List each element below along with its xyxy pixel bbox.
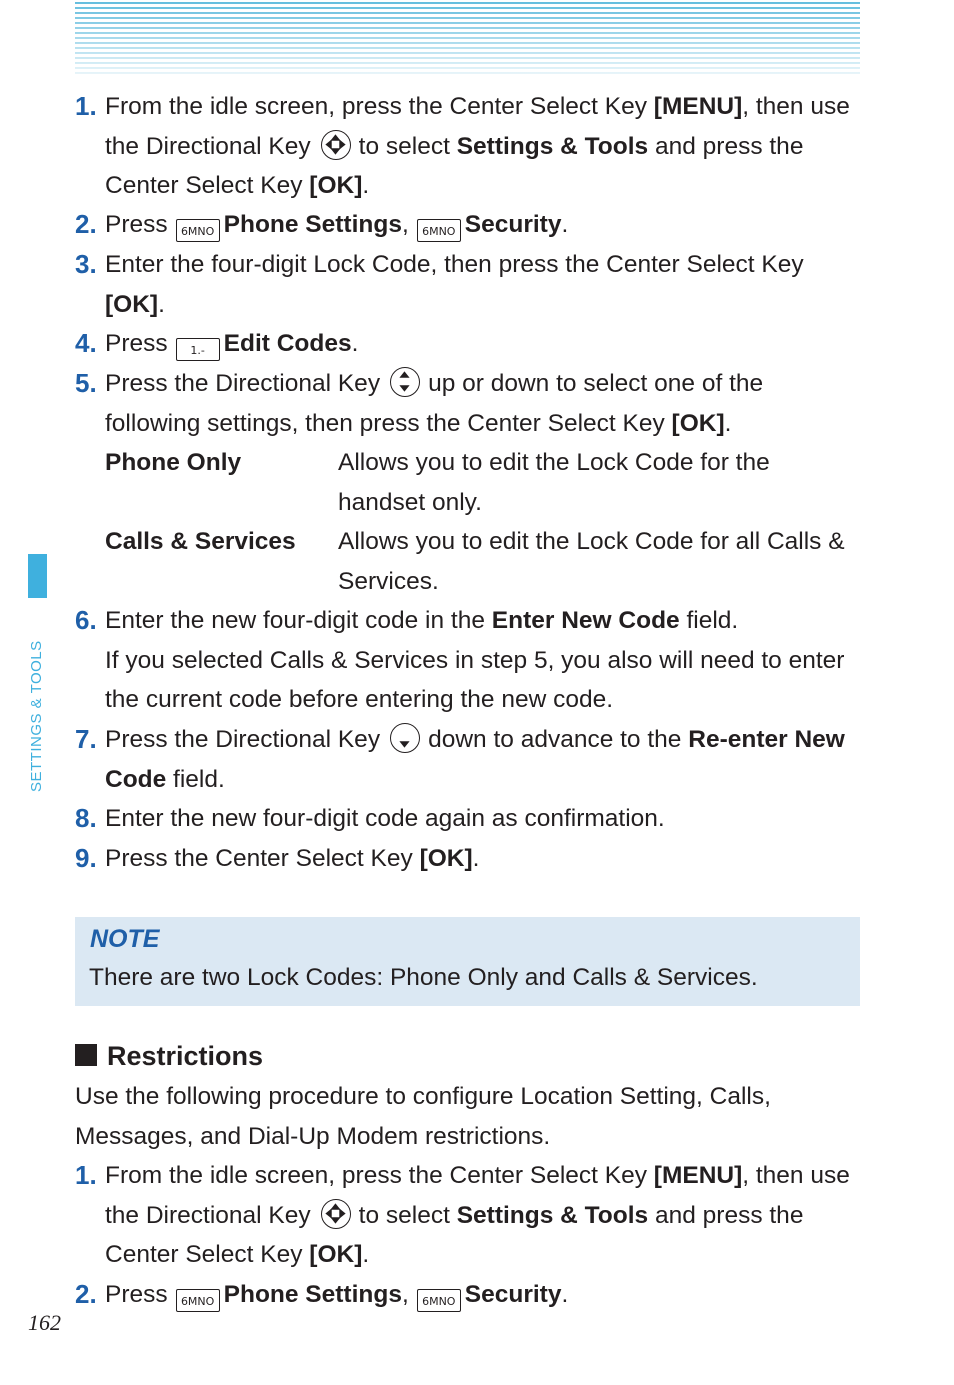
step-text: up or down to select one of the following settings, then press the Center Select Key bbox=[105, 370, 764, 437]
directional-key-icon bbox=[321, 1199, 351, 1229]
step-body bbox=[105, 839, 860, 879]
step-text: If you selected Calls & Services in step 5, you also will need to enter the current code before entering the new code. bbox=[105, 646, 845, 713]
definition-term: Calls & Services bbox=[105, 528, 296, 555]
keypad-key-icon: 6MNO bbox=[417, 1289, 461, 1312]
step-text: From the idle screen, press the Center Select Key bbox=[105, 1162, 654, 1189]
note-text: There are two Lock Codes: Phone Only and Calls & Services. bbox=[89, 964, 758, 991]
step-text: Enter the new four-digit code in the bbox=[105, 607, 492, 634]
step-text: , then use the Directional Key bbox=[105, 93, 850, 160]
header-decoration bbox=[75, 2, 860, 74]
step-text: Press the Directional Key bbox=[105, 726, 381, 753]
step-emphasis: [MENU] bbox=[653, 93, 743, 120]
section-heading-text: Restrictions bbox=[107, 1041, 264, 1071]
step-text: field. bbox=[166, 765, 225, 793]
step-emphasis: [MENU] bbox=[653, 1162, 743, 1189]
step-body bbox=[105, 324, 860, 364]
step-number: 2. bbox=[75, 1279, 97, 1309]
keypad-key-icon: 6MNO bbox=[417, 219, 461, 242]
definition-term: Phone Only bbox=[105, 449, 242, 476]
step-body bbox=[105, 364, 860, 443]
step-emphasis: Security bbox=[464, 211, 562, 238]
step-number: 3. bbox=[75, 249, 97, 279]
step-item bbox=[75, 324, 860, 364]
step-text: . bbox=[362, 172, 370, 199]
step-text: Press bbox=[105, 1281, 168, 1308]
step-item bbox=[75, 364, 860, 443]
step-text: . bbox=[561, 1281, 569, 1308]
step-text: Enter the four-digit Lock Code, then press the Center Select Key bbox=[105, 251, 804, 278]
step-number: 6. bbox=[75, 605, 97, 635]
step-body bbox=[105, 245, 860, 324]
step-number: 5. bbox=[75, 368, 97, 398]
section-side-label: SETTINGS & TOOLS bbox=[28, 640, 45, 792]
directional-key-up-down-icon bbox=[390, 367, 420, 397]
step-emphasis: Enter New Code bbox=[491, 607, 680, 634]
step-emphasis: Security bbox=[464, 1281, 562, 1308]
step-text: . bbox=[724, 409, 732, 437]
definition-description: Allows you to edit the Lock Code for all Calls & Services. bbox=[338, 528, 845, 595]
step-text: , bbox=[401, 1281, 409, 1308]
step-text: to select bbox=[358, 132, 457, 160]
directional-key-down-icon bbox=[390, 723, 420, 753]
step-text: and press the Center Select Key bbox=[105, 1201, 804, 1268]
step-text: to select bbox=[358, 1201, 457, 1229]
step-body bbox=[105, 87, 860, 206]
step-number: 4. bbox=[75, 328, 97, 358]
step-number: 1. bbox=[75, 1160, 97, 1190]
step-text: From the idle screen, press the Center Select Key bbox=[105, 93, 654, 120]
step-number: 1. bbox=[75, 91, 97, 121]
step-emphasis: [OK] bbox=[309, 172, 363, 199]
step-text: Enter the new four-digit code again as confirmation. bbox=[105, 805, 665, 832]
step-number: 7. bbox=[75, 724, 97, 754]
step-emphasis: Re-enter New Code bbox=[105, 726, 845, 793]
directional-key-icon bbox=[321, 130, 351, 160]
step-emphasis: [OK] bbox=[309, 1241, 363, 1268]
step-body bbox=[105, 205, 860, 245]
step-text: Press the Center Select Key bbox=[105, 845, 420, 872]
definition-row bbox=[105, 443, 860, 522]
step-text: . bbox=[561, 211, 569, 238]
keypad-key-icon: 6MNO bbox=[176, 219, 220, 242]
step-text: , then use the Directional Key bbox=[105, 1162, 850, 1229]
step-text: . bbox=[158, 290, 165, 318]
step-emphasis: Phone Settings bbox=[223, 1281, 402, 1308]
step-text: Press bbox=[105, 330, 168, 357]
step-emphasis: Settings & Tools bbox=[456, 132, 649, 160]
step-body bbox=[105, 799, 860, 839]
step-item bbox=[75, 205, 860, 245]
section-heading bbox=[75, 1036, 263, 1076]
step-item bbox=[75, 1156, 860, 1275]
step-emphasis: Settings & Tools bbox=[456, 1201, 649, 1229]
step-text: down to advance to the bbox=[428, 726, 689, 753]
note-title: NOTE bbox=[90, 925, 160, 953]
step-text: . bbox=[351, 330, 359, 357]
step-body bbox=[105, 720, 860, 799]
step-number: 9. bbox=[75, 843, 97, 873]
step-number: 2. bbox=[75, 209, 97, 239]
square-bullet-icon bbox=[75, 1044, 97, 1066]
step-text: and press the Center Select Key bbox=[105, 132, 804, 199]
step-item bbox=[75, 720, 860, 799]
step-text: Press bbox=[105, 211, 168, 238]
step-body bbox=[105, 601, 860, 720]
section-intro: Use the following procedure to configure Location Setting, Calls, Messages, and Dial-Up Modem restrictions. bbox=[75, 1083, 771, 1150]
definition-row bbox=[105, 522, 860, 601]
step-item bbox=[75, 799, 860, 839]
step-item bbox=[75, 601, 860, 720]
step-body bbox=[105, 1156, 860, 1275]
step-text: Press the Directional Key bbox=[105, 370, 381, 397]
step-emphasis: Phone Settings bbox=[223, 211, 402, 238]
step-number: 8. bbox=[75, 803, 97, 833]
note-box bbox=[75, 917, 860, 1006]
keypad-key-icon: 6MNO bbox=[176, 1289, 220, 1312]
step-item bbox=[75, 87, 860, 206]
definition-description: Allows you to edit the Lock Code for the handset only. bbox=[338, 449, 770, 516]
section-tab-marker bbox=[28, 554, 47, 598]
step-item bbox=[75, 839, 860, 879]
step-emphasis: [OK] bbox=[671, 409, 725, 437]
step-body bbox=[105, 1275, 860, 1315]
step-emphasis: [OK] bbox=[105, 290, 159, 318]
keypad-key-icon: 1.- bbox=[176, 338, 220, 361]
step-text: . bbox=[362, 1241, 370, 1268]
step-emphasis: Edit Codes bbox=[223, 330, 352, 357]
page-number: 162 bbox=[28, 1310, 61, 1335]
step-text: field. bbox=[679, 607, 739, 634]
step-text: , bbox=[401, 211, 409, 238]
step-text: . bbox=[472, 845, 480, 872]
step-item bbox=[75, 245, 860, 324]
step-item bbox=[75, 1275, 860, 1315]
step-emphasis: [OK] bbox=[419, 845, 473, 872]
